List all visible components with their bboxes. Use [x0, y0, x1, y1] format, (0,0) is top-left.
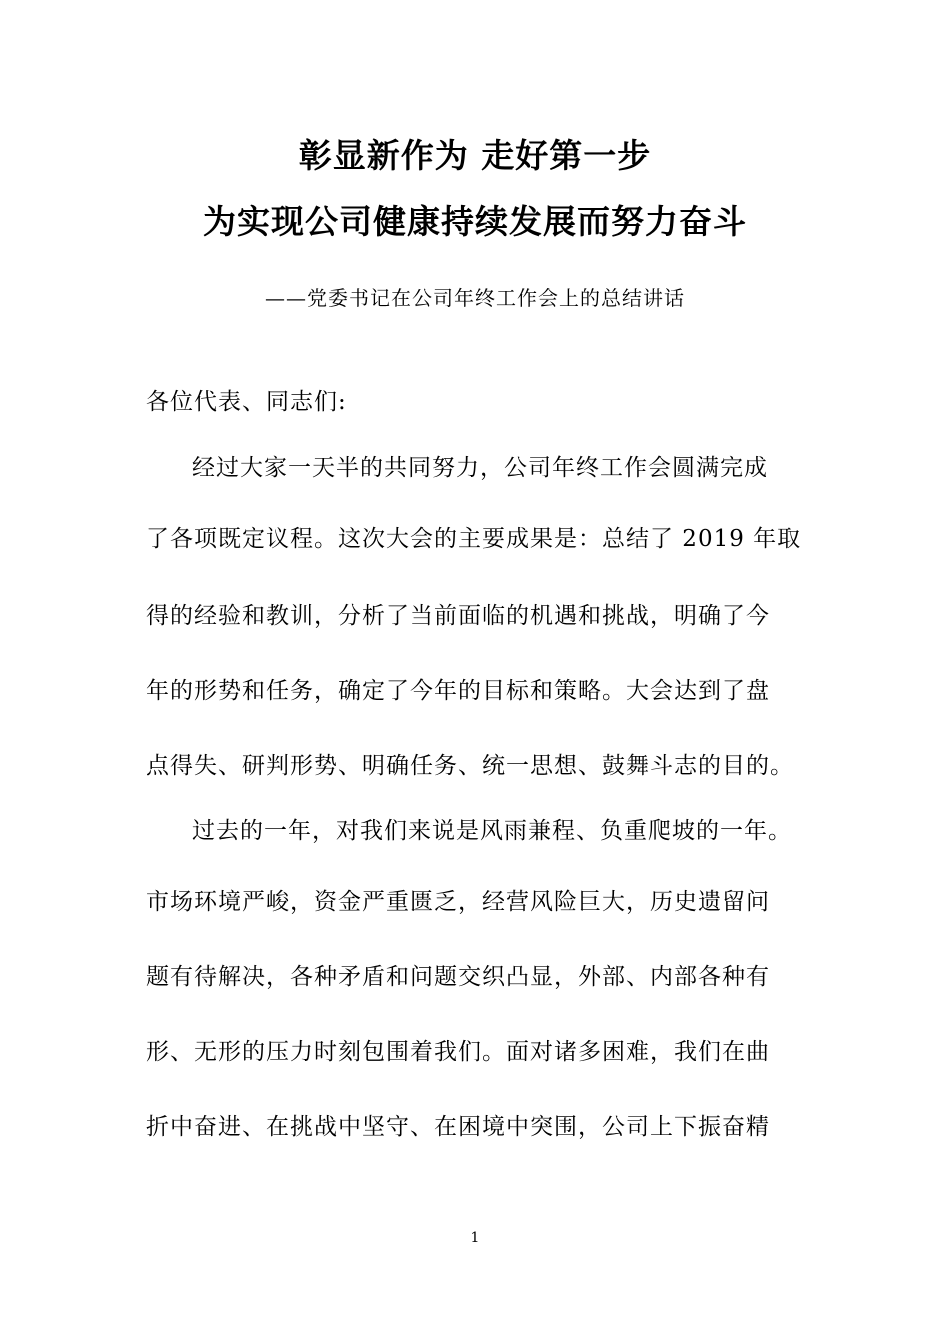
title-line-2: 为实现公司健康持续发展而努力奋斗 — [203, 202, 747, 241]
body-line-1: 经过大家一天半的共同努力，公司年终工作会圆满完成 — [192, 455, 768, 481]
body-line-2: 了各项既定议程。这次大会的主要成果是：总结了 2019 年取 — [146, 526, 802, 552]
body-line-7: 市场环境严峻，资金严重匮乏，经营风险巨大，历史遗留问 — [146, 889, 770, 915]
salutation: 各位代表、同志们: — [146, 389, 347, 415]
title-line-1: 彰显新作为 走好第一步 — [298, 136, 652, 175]
body-line-9: 形、无形的压力时刻包围着我们。面对诸多困难，我们在曲 — [146, 1039, 770, 1065]
body-line-10: 折中奋进、在挑战中坚守、在困境中突围，公司上下振奋精 — [146, 1114, 770, 1140]
body-line-8: 题有待解决，各种矛盾和问题交织凸显，外部、内部各种有 — [146, 964, 770, 990]
body-line-4: 年的形势和任务，确定了今年的目标和策略。大会达到了盘 — [146, 678, 770, 704]
body-line-6: 过去的一年，对我们来说是风雨兼程、负重爬坡的一年。 — [192, 818, 792, 844]
body-line-3: 得的经验和教训，分析了当前面临的机遇和挑战，明确了今 — [146, 603, 770, 629]
subtitle: ——党委书记在公司年终工作会上的总结讲话 — [265, 286, 685, 310]
body-line-5: 点得失、研判形势、明确任务、统一思想、鼓舞斗志的目的。 — [146, 753, 794, 779]
page-number: 1 — [470, 1230, 480, 1246]
